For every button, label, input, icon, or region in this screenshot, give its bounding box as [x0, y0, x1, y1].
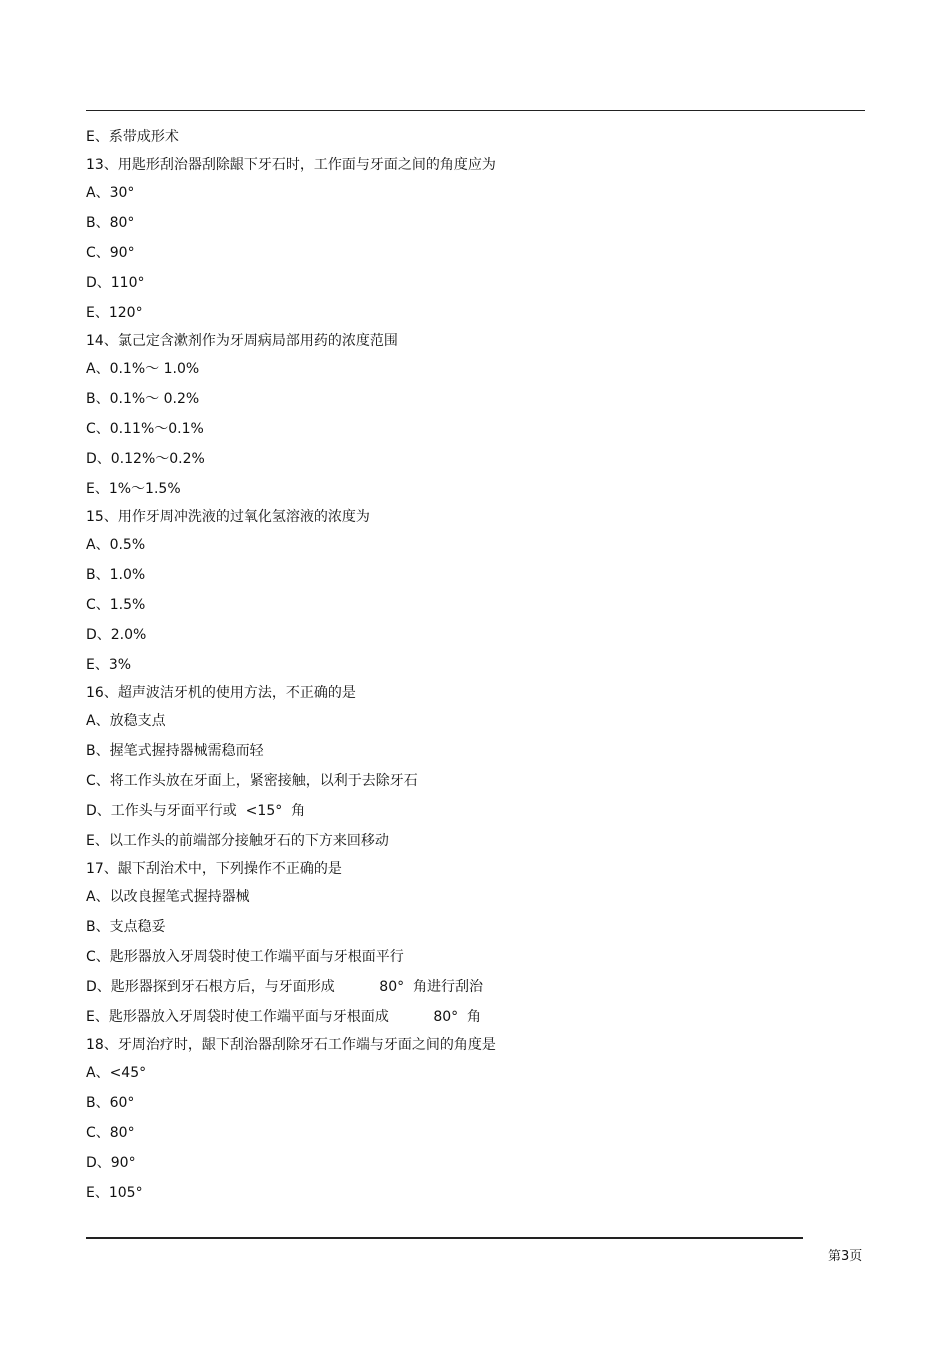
answer-option: A、30°	[86, 185, 135, 201]
answer-option: E、以工作头的前端部分接触牙石的下方来回移动	[86, 833, 389, 849]
answer-option: E、系带成形术	[86, 129, 179, 145]
answer-option: D、2.0%	[86, 627, 147, 643]
answer-option: D、工作头与牙面平行或 <15° 角	[86, 803, 306, 819]
answer-option: D、0.12%～0.2%	[86, 451, 205, 467]
answer-option: C、90°	[86, 245, 135, 261]
footer-rule	[86, 1237, 803, 1239]
question-stem: 16、超声波洁牙机的使用方法，不正确的是	[86, 685, 356, 701]
answer-option: B、0.1%～ 0.2%	[86, 391, 200, 407]
answer-option: D、90°	[86, 1155, 136, 1171]
answer-option: D、匙形器探到牙石根方后，与牙面形成 80° 角进行刮治	[86, 979, 483, 995]
answer-option: B、支点稳妥	[86, 919, 166, 935]
answer-option: B、1.0%	[86, 567, 146, 583]
question-stem: 17、龈下刮治术中，下列操作不正确的是	[86, 861, 342, 877]
answer-option: C、匙形器放入牙周袋时使工作端平面与牙根面平行	[86, 949, 404, 965]
answer-option: A、放稳支点	[86, 713, 166, 729]
answer-option: E、1%～1.5%	[86, 481, 181, 497]
page-number: 第3页	[828, 1249, 863, 1264]
answer-option: A、以改良握笔式握持器械	[86, 889, 250, 905]
answer-option: E、3%	[86, 657, 132, 673]
answer-option: B、握笔式握持器械需稳而轻	[86, 743, 264, 759]
answer-option: C、将工作头放在牙面上，紧密接触，以利于去除牙石	[86, 773, 418, 789]
question-stem: 18、牙周治疗时，龈下刮治器刮除牙石工作端与牙面之间的角度是	[86, 1037, 496, 1053]
answer-option: E、105°	[86, 1185, 143, 1201]
answer-option: E、120°	[86, 305, 143, 321]
answer-option: A、0.1%～ 1.0%	[86, 361, 200, 377]
header-rule	[86, 110, 865, 111]
question-stem: 13、用匙形刮治器刮除龈下牙石时，工作面与牙面之间的角度应为	[86, 157, 496, 173]
answer-option: E、匙形器放入牙周袋时使工作端平面与牙根面成 80° 角	[86, 1009, 482, 1025]
answer-option: B、60°	[86, 1095, 135, 1111]
question-stem: 14、氯己定含漱剂作为牙周病局部用药的浓度范围	[86, 333, 398, 349]
answer-option: C、80°	[86, 1125, 135, 1141]
question-stem: 15、用作牙周冲洗液的过氧化氢溶液的浓度为	[86, 509, 370, 525]
answer-option: C、0.11%～0.1%	[86, 421, 204, 437]
answer-option: D、110°	[86, 275, 145, 291]
answer-option: B、80°	[86, 215, 135, 231]
question-list	[86, 122, 865, 1208]
answer-option: C、1.5%	[86, 597, 146, 613]
answer-option: A、<45°	[86, 1065, 147, 1081]
answer-option: A、0.5%	[86, 537, 146, 553]
